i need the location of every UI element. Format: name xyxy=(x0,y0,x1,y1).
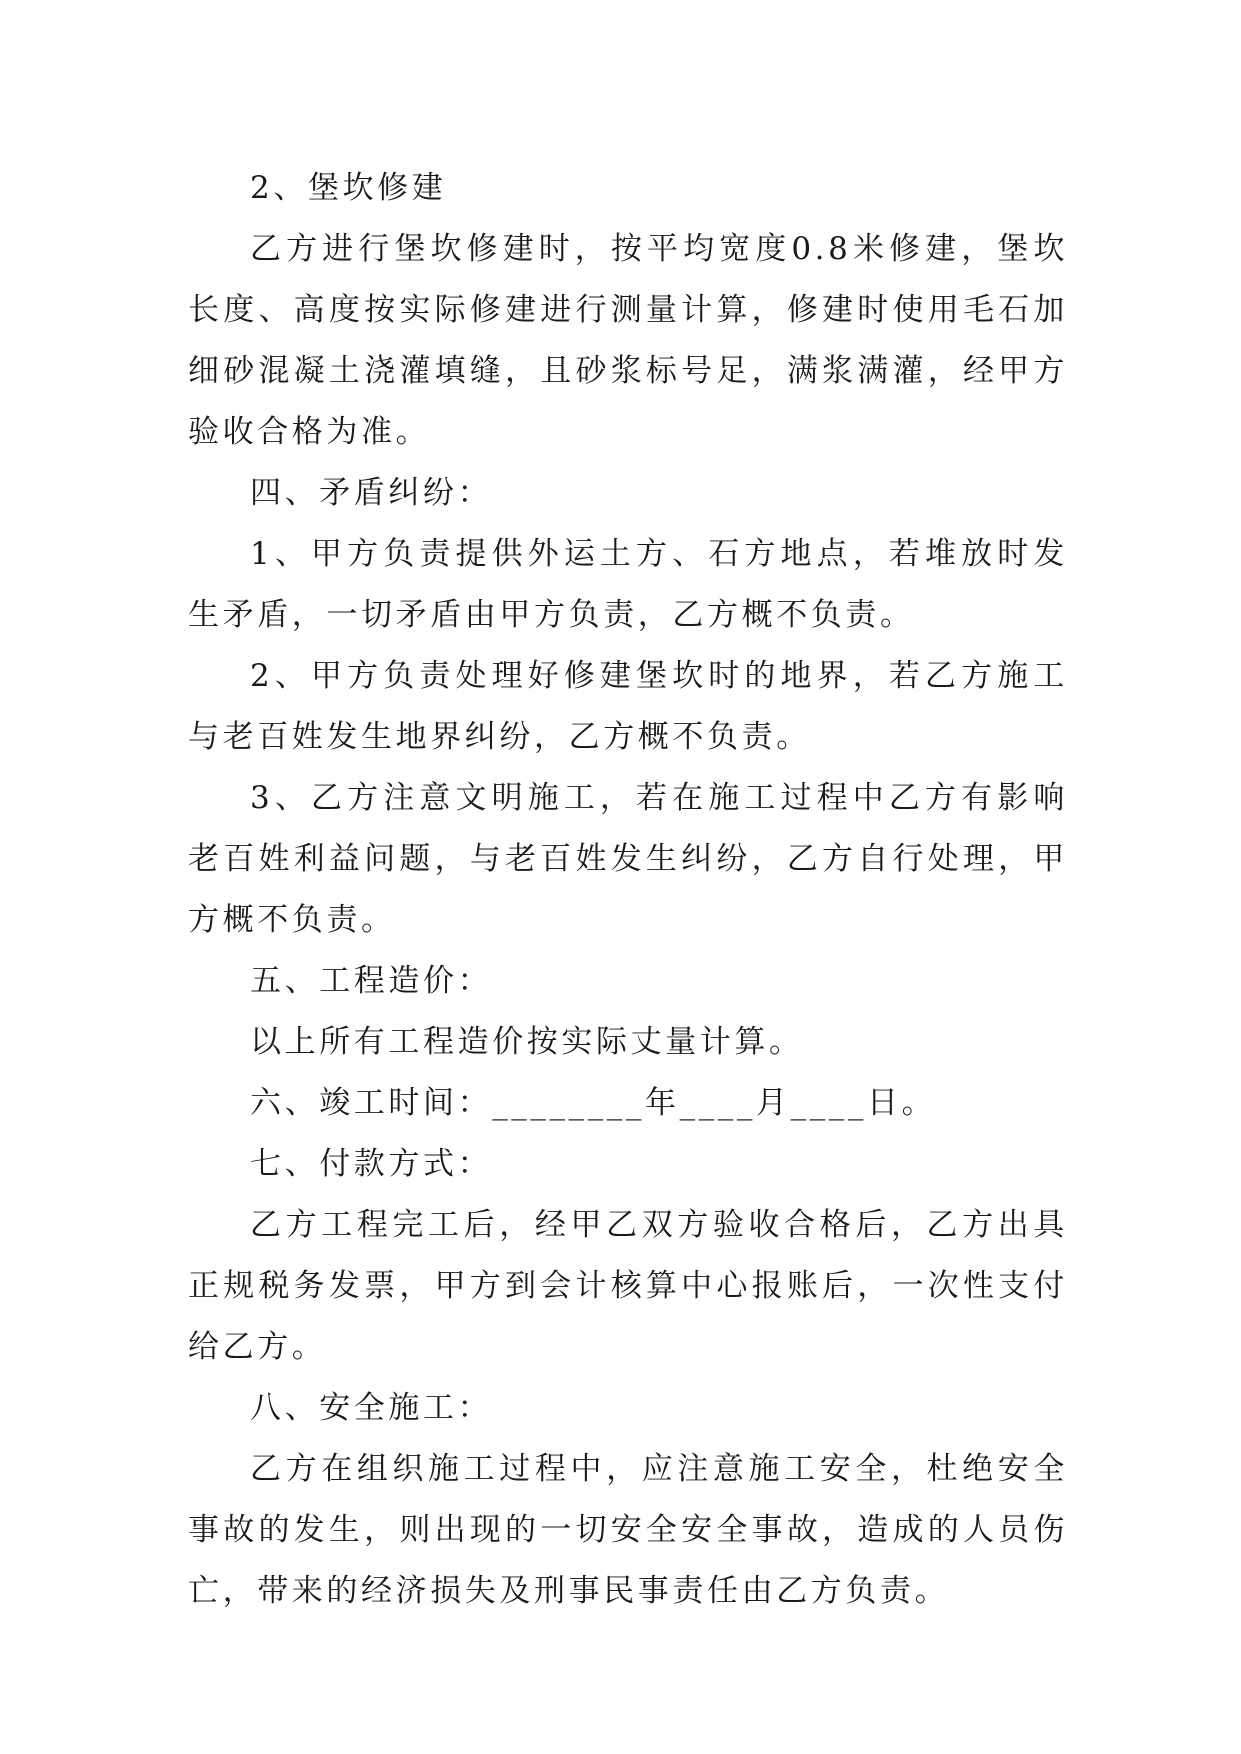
section-heading-cost: 五、工程造价： xyxy=(250,963,493,999)
section-heading-payment: 七、付款方式： xyxy=(250,1146,493,1182)
paragraph-dispute-1: 1、甲方负责提供外运土方、石方地点，若堆放时发生矛盾，一切矛盾由甲方负责，乙方概不负责。 xyxy=(188,536,1068,633)
section-heading-embankment: 2、堡坎修建 xyxy=(250,170,447,206)
section-heading-disputes: 四、矛盾纠纷： xyxy=(250,475,493,511)
paragraph-completion-date: 六、竣工时间：________年____月____日。 xyxy=(250,1085,937,1121)
paragraph-embankment-spec: 乙方进行堡坎修建时，按平均宽度0.8米修建，堡坎长度、高度按实际修建进行测量计算，修建时使用毛石加细砂混凝土浇灌填缝，且砂浆标号足，满浆满灌，经甲方验收合格为准。 xyxy=(188,231,1068,450)
section-heading-safety: 八、安全施工： xyxy=(250,1390,493,1426)
paragraph-dispute-2: 2、甲方负责处理好修建堡坎时的地界，若乙方施工与老百姓发生地界纠纷，乙方概不负责。 xyxy=(188,658,1068,755)
paragraph-dispute-3: 3、乙方注意文明施工，若在施工过程中乙方有影响老百姓利益问题，与老百姓发生纠纷，乙方自行处理，甲方概不负责。 xyxy=(188,780,1068,938)
document-body xyxy=(188,158,1068,1622)
paragraph-cost: 以上所有工程造价按实际丈量计算。 xyxy=(250,1024,804,1060)
paragraph-payment: 乙方工程完工后，经甲乙双方验收合格后，乙方出具正规税务发票，甲方到会计核算中心报账后，一次性支付给乙方。 xyxy=(188,1207,1068,1365)
paragraph-safety: 乙方在组织施工过程中，应注意施工安全，杜绝安全事故的发生，则出现的一切安全安全事故，造成的人员伤亡，带来的经济损失及刑事民事责任由乙方负责。 xyxy=(188,1451,1068,1609)
